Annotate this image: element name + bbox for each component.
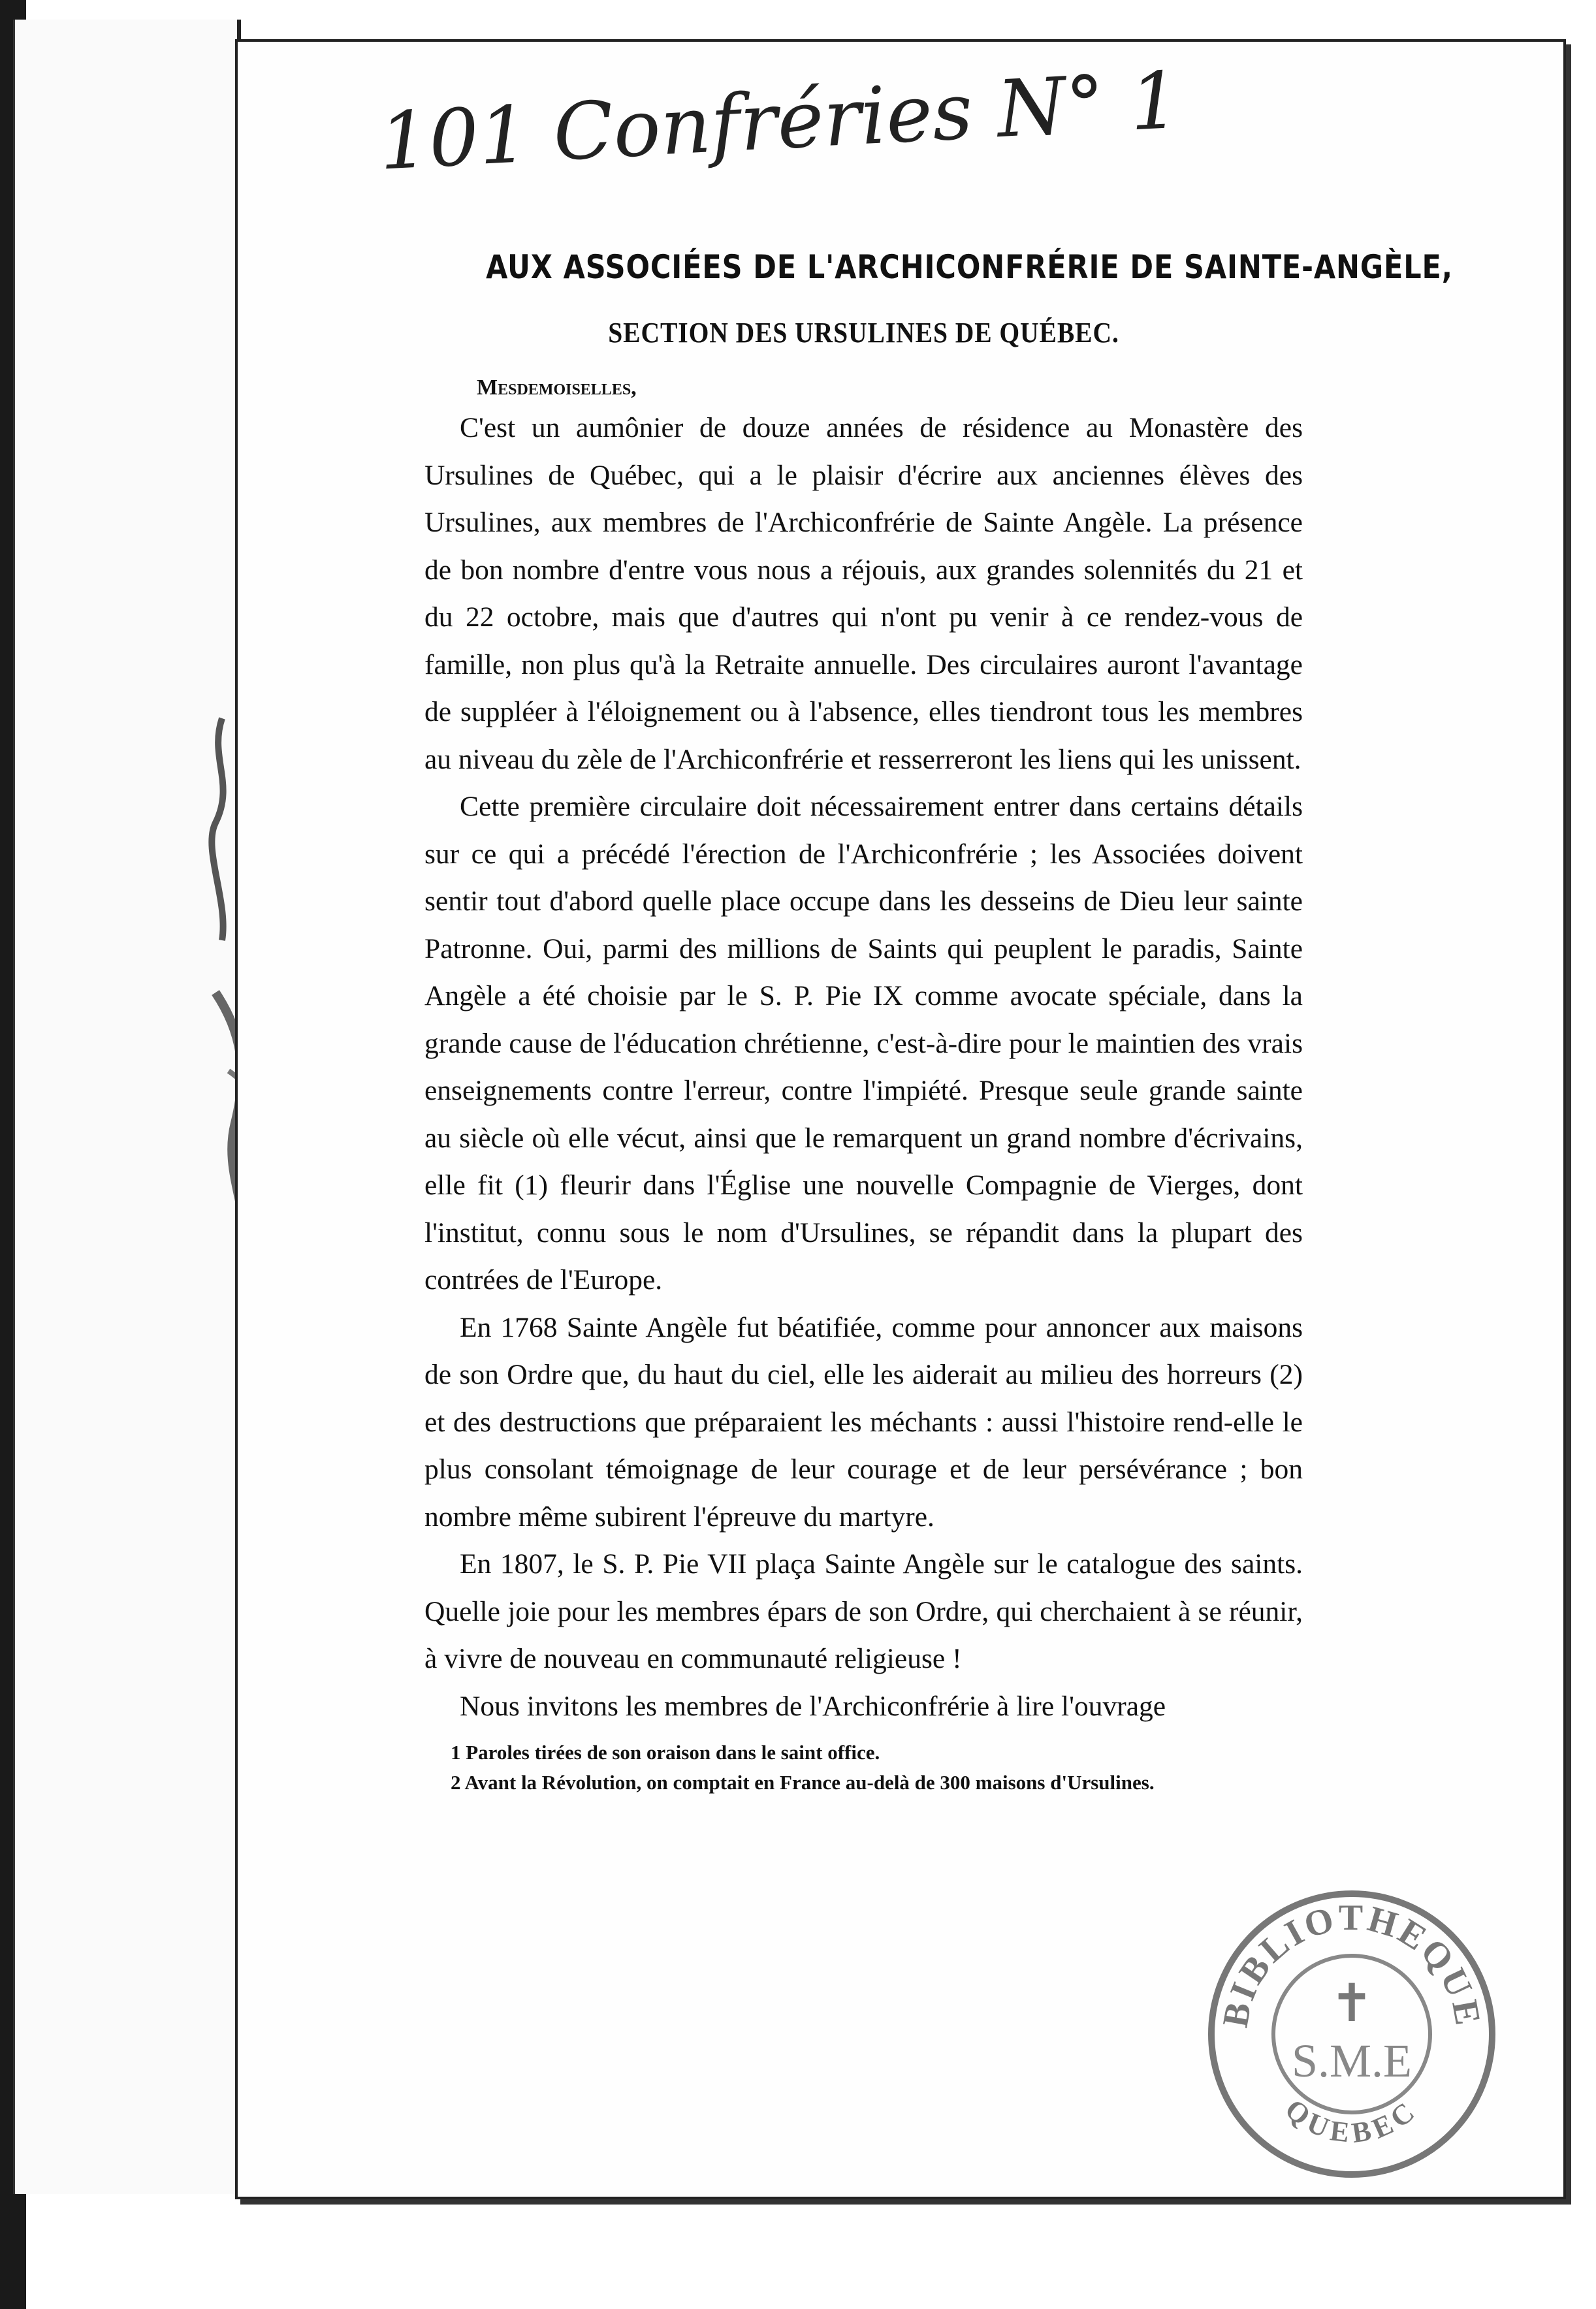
stamp-center-text: S.M.E <box>1291 2035 1412 2087</box>
footnote: 2 Avant la Révolution, on comptait en France au-delà de 300 maisons d'Ursulines. <box>451 1771 1155 1794</box>
page-title: AUX ASSOCIÉES DE L'ARCHICONFRÉRIE DE SAINTE-ANGÈLE, <box>486 248 1453 286</box>
salutation: Mesdemoiselles, <box>477 375 637 400</box>
paragraph: En 1768 Sainte Angèle fut béatifiée, comme pour annoncer aux maisons de son Ordre que, du haut du ciel, elle les aiderait au milieu des horreurs (2) et des destructions que préparaient les méchants : aussi l'histoire rend-elle le plus consolant témoignage de leur courage et de leur persévérance ; bon nombre même subirent l'épreuve du martyre. <box>424 1311 1303 1533</box>
paragraph: Nous invitons les membres de l'Archiconfrérie à lire l'ouvrage <box>460 1690 1166 1722</box>
library-stamp <box>1198 1881 1505 2188</box>
paragraph: En 1807, le S. P. Pie VII plaça Sainte Angèle sur le catalogue des saints. Quelle joie pour les membres épars de son Ordre, qui cherchaient à se réunir, à vivre de nouveau en communauté religieuse ! <box>424 1548 1303 1674</box>
handwritten-annotation <box>377 55 1182 188</box>
cross-icon: ✝ <box>1330 1975 1374 2033</box>
document-body <box>424 248 1453 1800</box>
paragraph: Cette première circulaire doit nécessairement entrer dans certains détails sur ce qui a précédé l'érection de l'Archiconfrérie ; les Associées doivent sentir tout d'abord quelle place occupe dans les desseins de Dieu leur sainte Patronne. Oui, parmi des millions de Saints qui peuplent le paradis, Sainte Angèle a été choisie par le S. P. Pie IX comme avocate spéciale, dans la grande cause de l'éducation chrétienne, c'est-à-dire pour le maintien des vrais enseignements contre l'erreur, contre l'impiété. Presque seule grande sainte au siècle où elle vécut, ainsi que le remarquent un grand nombre d'écrivains, elle fit (1) fleurir dans l'Église une nouvelle Compagnie de Vierges, dont l'institut, connu sous le nom d'Ursulines, se répandit dans la plupart des contrées de l'Europe. <box>424 791 1303 1296</box>
footnote: 1 Paroles tirées de son oraison dans le saint office. <box>451 1741 880 1764</box>
page-subtitle: SECTION DES URSULINES DE QUÉBEC. <box>608 317 1119 349</box>
paragraph: C'est un aumônier de douze années de résidence au Monastère des Ursulines de Québec, qui a le plaisir d'écrire aux anciennes élèves des Ursulines, aux membres de l'Archiconfrérie de Sainte Angèle. La présence de bon nombre d'entre vous nous a réjouis, aux grandes solennités du 21 et du 22 octobre, mais que d'autres qui n'ont pu venir à ce rendez-vous de famille, non plus qu'à la Retraite annuelle. Des circulaires auront l'avantage de suppléer à l'éloignement ou à l'absence, elles tiendront tous les membres au niveau du zèle de l'Archiconfrérie et resserreront les liens qui les unissent. <box>424 412 1303 775</box>
footnotes <box>424 1740 1303 1795</box>
stamp-top-text: BIBLIOTHEQUE <box>1215 1897 1489 2031</box>
handwritten-note: 101 Confréries N° 1 <box>377 55 1182 188</box>
stamp-bottom-text: QUEBEC <box>1279 2092 1425 2150</box>
svg-text:QUEBEC <box>1279 2093 1424 2149</box>
